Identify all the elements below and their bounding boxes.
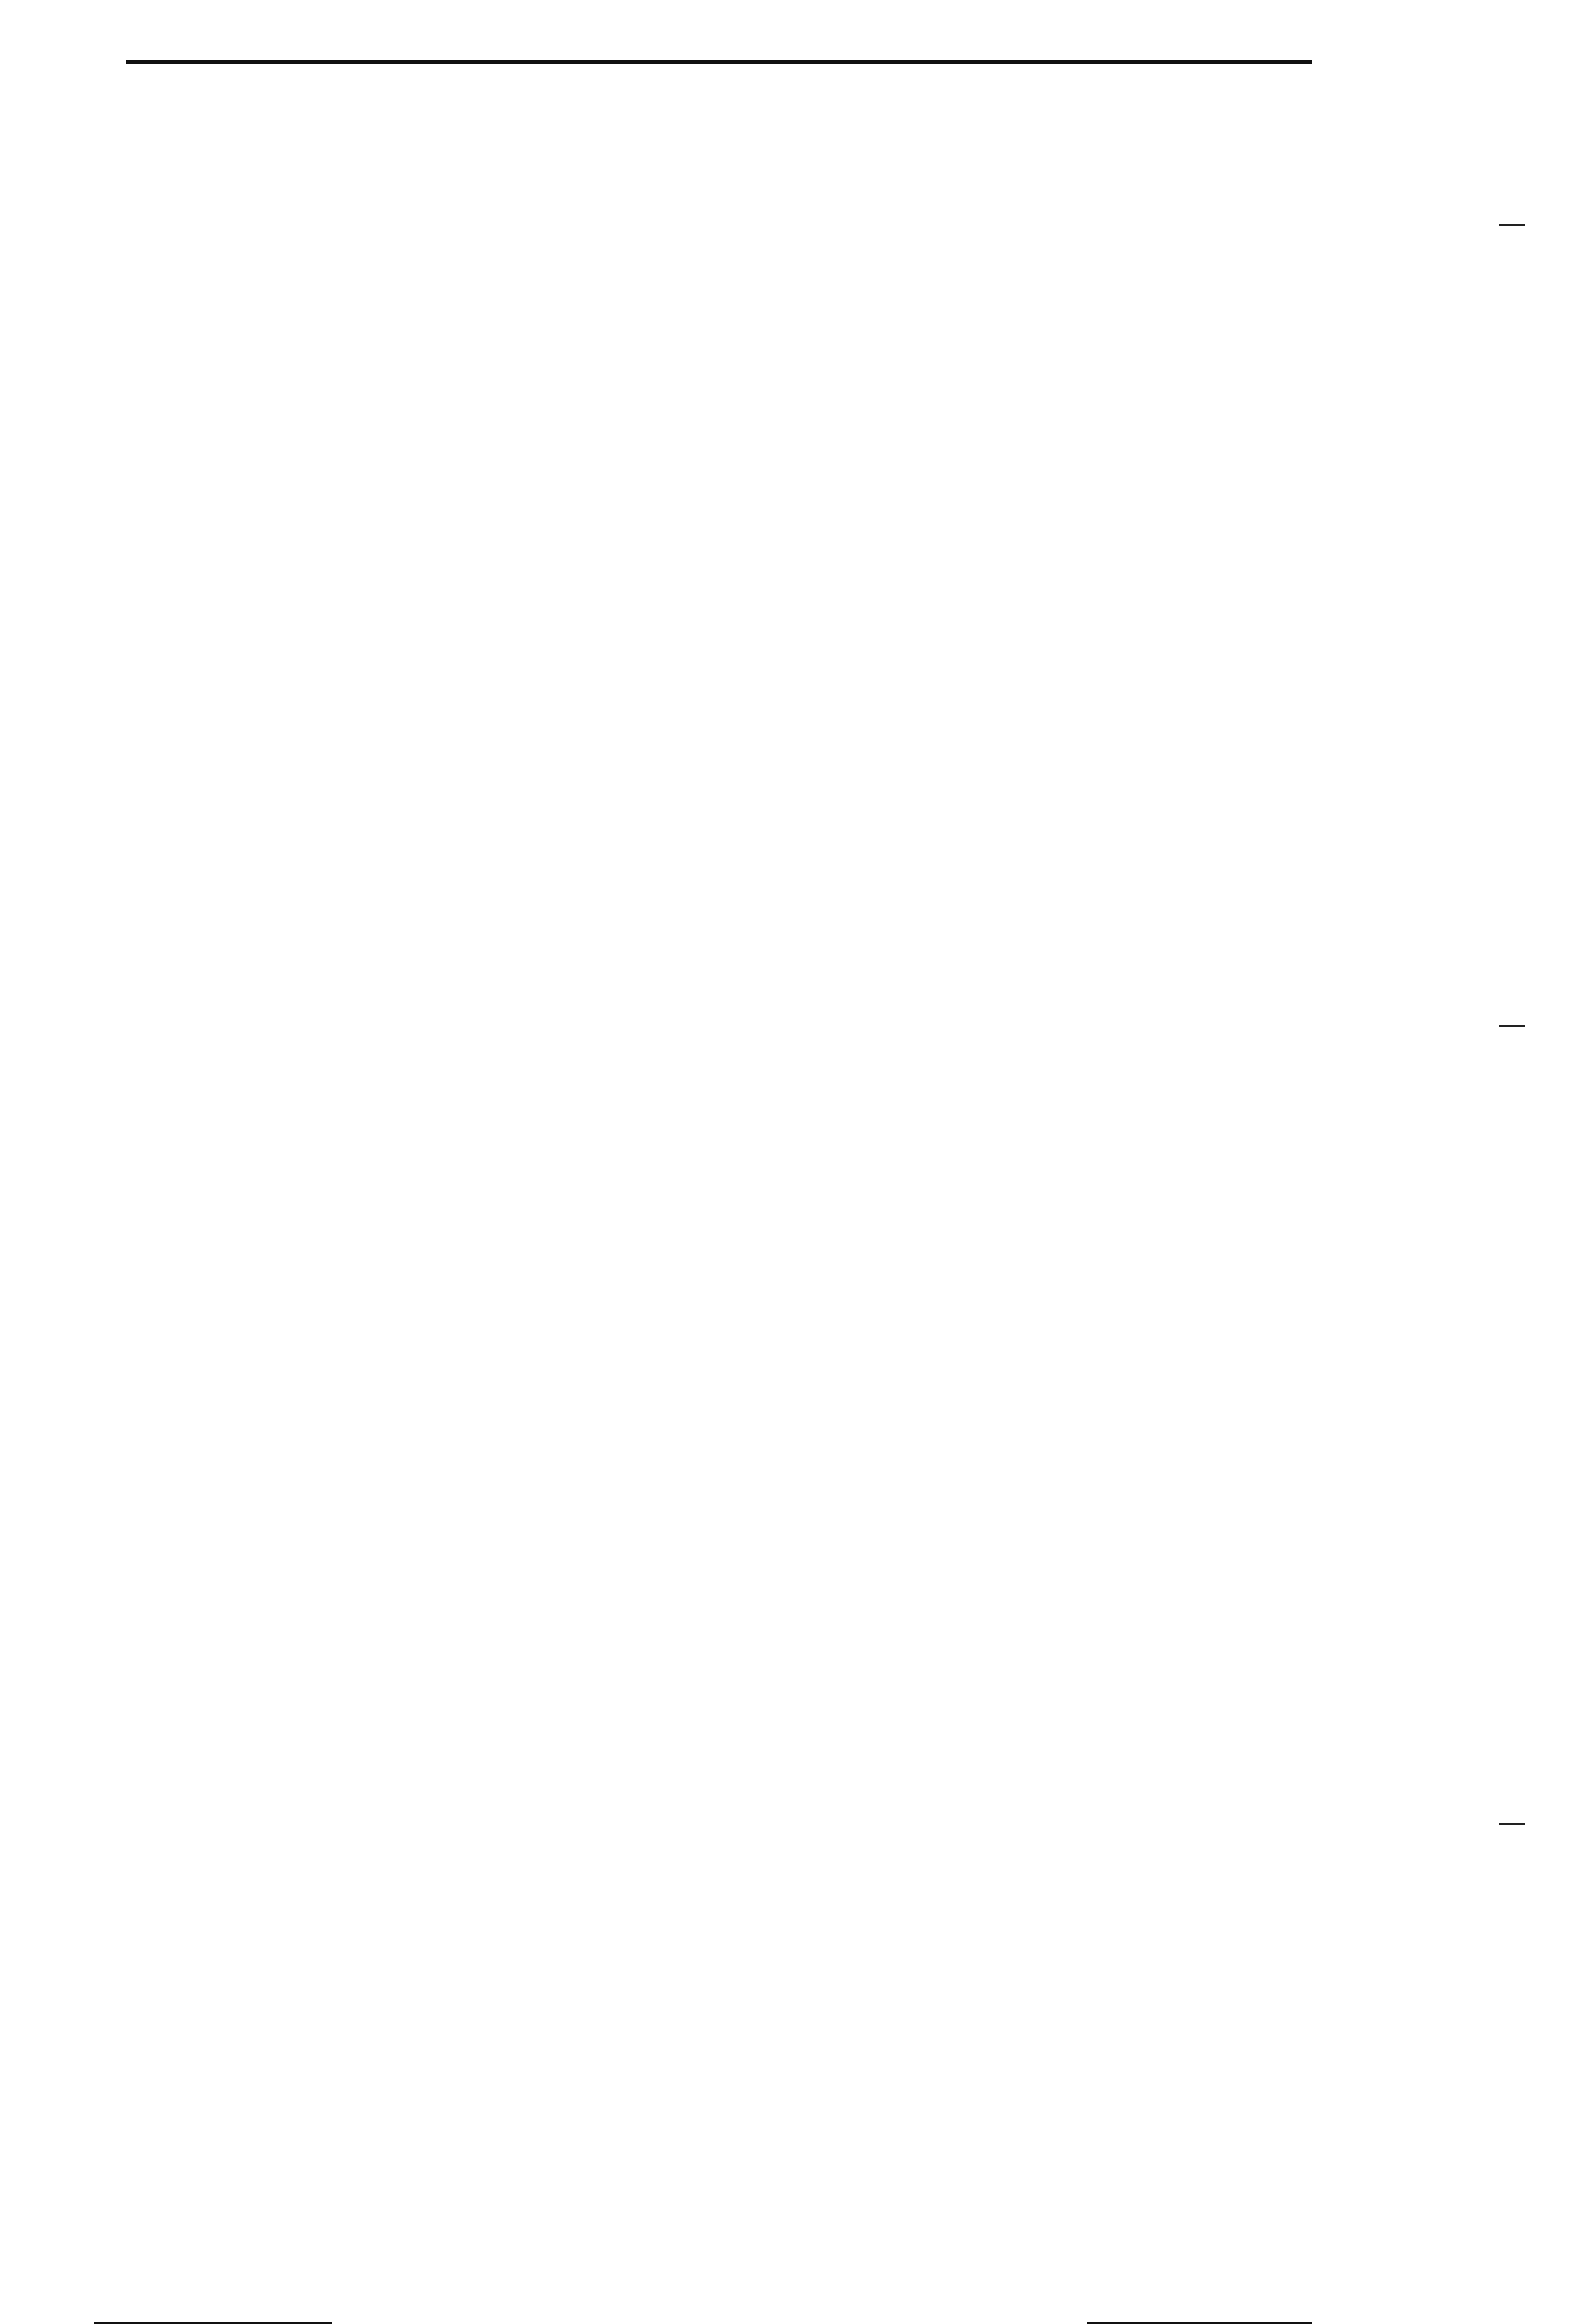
margin-mark <box>1499 1823 1525 1825</box>
margin-mark <box>1499 224 1525 226</box>
section-16-718-heading <box>0 74 1590 106</box>
header-rule <box>126 60 1312 64</box>
section-16-720-heading <box>0 683 1590 740</box>
margin-mark <box>1499 1025 1525 1027</box>
